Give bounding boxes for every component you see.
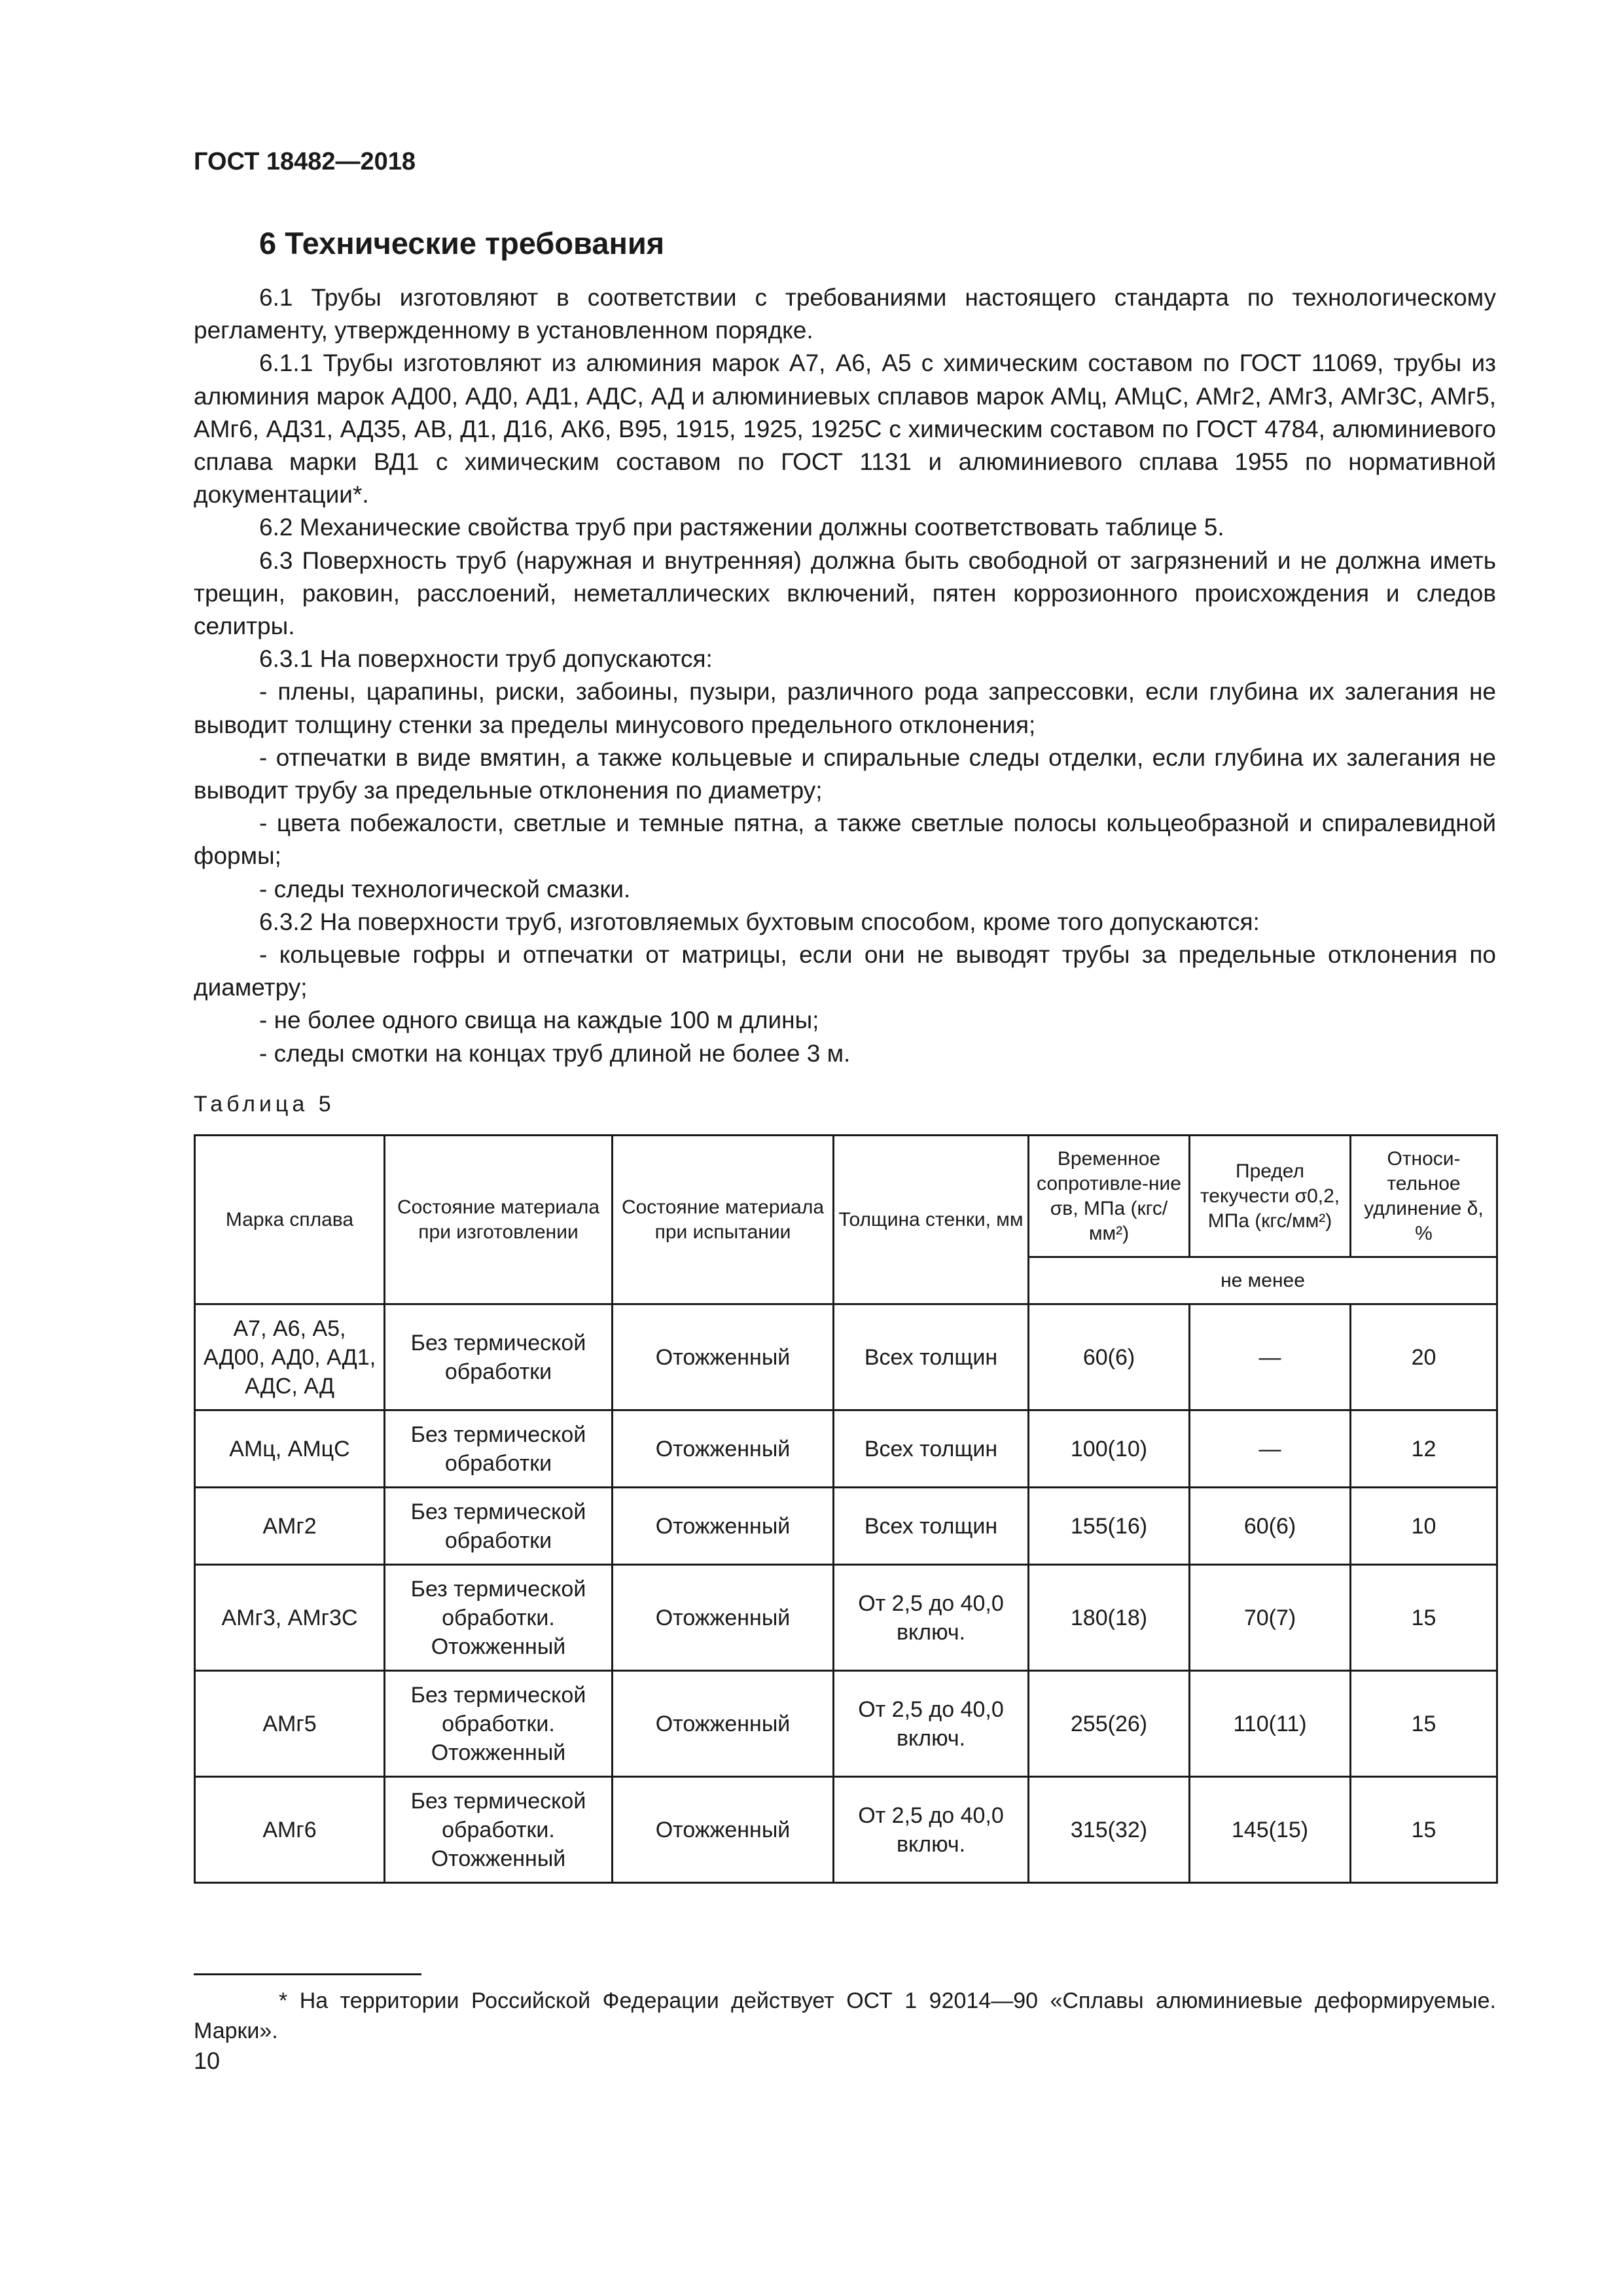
cell-yield: 60(6) — [1190, 1488, 1351, 1565]
paragraph: 6.3 Поверхность труб (наружная и внутренняя) должна быть свободной от загрязнений и не должна иметь трещин, раковин, расслоений, неметаллических включений, пятен коррозионного происхождения и следов селитры. — [194, 547, 1496, 640]
cell-elongation: 15 — [1351, 1777, 1497, 1883]
cell-alloy: АМг2 — [195, 1488, 385, 1565]
cell-thickness: От 2,5 до 40,0 включ. — [834, 1671, 1029, 1777]
table-row — [195, 1410, 1497, 1488]
cell-thickness: Всех толщин — [834, 1410, 1029, 1488]
cell-alloy: А7, А6, А5, АД00, АД0, АД1, АДС, АД — [195, 1304, 385, 1410]
list-item: - плены, царапины, риски, забоины, пузыри, различного рода запрессовки, если глубина их залегания не выводит толщину стенки за пределы минусового предельного отклонения; — [194, 678, 1496, 738]
cell-alloy: АМг6 — [195, 1777, 385, 1883]
cell-thickness: Всех толщин — [834, 1304, 1029, 1410]
cell-alloy: АМц, АМцС — [195, 1410, 385, 1488]
cell-yield: 110(11) — [1190, 1671, 1351, 1777]
cell-thickness: От 2,5 до 40,0 включ. — [834, 1565, 1029, 1671]
cell-state-test: Отожженный — [613, 1671, 834, 1777]
column-header-alloy: Марка сплава — [195, 1136, 385, 1304]
column-header-state-manufacture: Состояние материала при изготовлении — [385, 1136, 613, 1304]
cell-tensile: 100(10) — [1029, 1410, 1190, 1488]
cell-state-test: Отожженный — [613, 1777, 834, 1883]
list-item: - не более одного свища на каждые 100 м длины; — [259, 1007, 819, 1034]
cell-state-test: Отожженный — [613, 1304, 834, 1410]
section-title: 6 Технические требования — [259, 226, 665, 260]
paragraph: 6.2 Механические свойства труб при растяжении должны соответствовать таблице 5. — [259, 514, 1224, 541]
column-header-state-test: Состояние материала при испытании — [613, 1136, 834, 1304]
cell-state-manufacture: Без термической обработки — [385, 1488, 613, 1565]
document-header: ГОСТ 18482—2018 — [194, 148, 416, 175]
footnote — [194, 1986, 1496, 2046]
cell-elongation: 15 — [1351, 1671, 1497, 1777]
list-item: - следы технологической смазки. — [259, 875, 631, 903]
cell-elongation: 12 — [1351, 1410, 1497, 1488]
paragraph: 6.3.1 На поверхности труб допускаются: — [259, 645, 713, 673]
cell-state-manufacture: Без термической обработки. Отожженный — [385, 1565, 613, 1671]
column-header-tensile-strength: Временное сопротивле-ние σв, МПа (кгс/мм²) — [1029, 1136, 1190, 1257]
footnote-text: * На территории Российской Федерации действует ОСТ 1 92014—90 «Сплавы алюминиевые деформируемые. Марки». — [194, 1988, 1496, 2043]
table-row — [195, 1565, 1497, 1671]
list-item: - цвета побежалости, светлые и темные пятна, а также светлые полосы кольцеобразной и спиралевидной формы; — [194, 810, 1496, 870]
paragraph: 6.3.2 На поверхности труб, изготовляемых бухтовым способом, кроме того допускаются: — [259, 908, 1260, 935]
table-row — [195, 1777, 1497, 1883]
column-header-min-note: не менее — [1029, 1257, 1497, 1304]
cell-tensile: 155(16) — [1029, 1488, 1190, 1565]
cell-elongation: 20 — [1351, 1304, 1497, 1410]
column-header-yield-strength: Предел текучести σ0,2, МПа (кгс/мм²) — [1190, 1136, 1351, 1257]
body-text — [194, 281, 1496, 1070]
cell-state-manufacture: Без термической обработки. Отожженный — [385, 1671, 613, 1777]
footnote-divider — [194, 1973, 421, 1975]
column-header-elongation: Относи-тельное удлинение δ, % — [1351, 1136, 1497, 1257]
cell-yield: — — [1190, 1410, 1351, 1488]
list-item: - кольцевые гофры и отпечатки от матрицы, если они не выводят трубы за предельные отклонения по диаметру; — [194, 941, 1496, 1001]
table-row — [195, 1671, 1497, 1777]
cell-tensile: 180(18) — [1029, 1565, 1190, 1671]
cell-thickness: Всех толщин — [834, 1488, 1029, 1565]
paragraph: 6.1.1 Трубы изготовляют из алюминия марок А7, А6, А5 с химическим составом по ГОСТ 11069, трубы из алюминия марок АД00, АД0, АД1, АДС, АД и алюминиевых сплавов марок АМц, АМцС, АМг2, АМг3, АМг3С, АМг5, АМг6, АД31, АД35, АВ, Д1, Д16, АК6, В95, 1915, 1925, 1925С с химическим составом по ГОСТ 4784, алюминиевого сплава марки ВД1 с химическим составом по ГОСТ 1131 и алюминиевого сплава 1955 по нормативной документации*. — [194, 350, 1496, 509]
cell-state-manufacture: Без термической обработки — [385, 1304, 613, 1410]
cell-state-manufacture: Без термической обработки — [385, 1410, 613, 1488]
cell-state-test: Отожженный — [613, 1488, 834, 1565]
cell-tensile: 60(6) — [1029, 1304, 1190, 1410]
page-number: 10 — [194, 2047, 221, 2074]
cell-alloy: АМг5 — [195, 1671, 385, 1777]
cell-tensile: 255(26) — [1029, 1671, 1190, 1777]
cell-alloy: АМг3, АМг3С — [195, 1565, 385, 1671]
table-row — [195, 1304, 1497, 1410]
table-row — [195, 1488, 1497, 1565]
cell-yield: — — [1190, 1304, 1351, 1410]
list-item: - следы смотки на концах труб длиной не более 3 м. — [259, 1039, 851, 1067]
column-header-thickness: Толщина стенки, мм — [834, 1136, 1029, 1304]
cell-thickness: От 2,5 до 40,0 включ. — [834, 1777, 1029, 1883]
cell-yield: 145(15) — [1190, 1777, 1351, 1883]
cell-state-manufacture: Без термической обработки. Отожженный — [385, 1777, 613, 1883]
cell-state-test: Отожженный — [613, 1410, 834, 1488]
cell-yield: 70(7) — [1190, 1565, 1351, 1671]
cell-elongation: 10 — [1351, 1488, 1497, 1565]
cell-state-test: Отожженный — [613, 1565, 834, 1671]
list-item: - отпечатки в виде вмятин, а также кольцевые и спиральные следы отделки, если глубина их залегания не выводит трубу за предельные отклонения по диаметру; — [194, 744, 1496, 804]
cell-tensile: 315(32) — [1029, 1777, 1190, 1883]
cell-elongation: 15 — [1351, 1565, 1497, 1671]
table-caption: Таблица 5 — [194, 1092, 335, 1117]
paragraph: 6.1 Трубы изготовляют в соответствии с требованиями настоящего стандарта по технологическому регламенту, утвержденному в установленном порядке. — [194, 284, 1496, 344]
mechanical-properties-table — [194, 1134, 1498, 1884]
